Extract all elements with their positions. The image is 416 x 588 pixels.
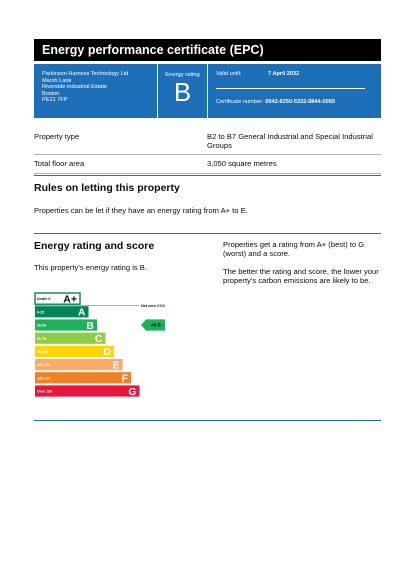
band-letter: A — [77, 306, 86, 319]
table-row — [34, 128, 381, 155]
band-letter: B — [86, 319, 94, 332]
letting-text: Properties can be let if they have an energy rating from A+ to E. — [34, 206, 248, 215]
band-letter: G — [128, 385, 137, 398]
address-line: PE21 7FP — [42, 97, 68, 104]
band-range-label: Over 150 — [37, 389, 53, 394]
row-label: Property type — [34, 132, 80, 141]
page-title: Energy performance certificate (EPC) — [34, 39, 381, 61]
section-divider — [34, 233, 381, 234]
certificate-number-label: Certificate number: — [216, 99, 264, 105]
address-line: Riverside Industrial Estate — [42, 84, 107, 91]
section-divider — [34, 175, 381, 176]
band-letter: C — [94, 333, 103, 345]
band-letter: A+ — [63, 293, 77, 306]
band-range-label: 51-75 — [37, 336, 47, 341]
section-divider — [34, 420, 381, 421]
letting-heading: Rules on letting this property — [34, 182, 180, 194]
address-line: Marsh Lane — [42, 77, 72, 84]
band-letter: F — [121, 372, 128, 385]
divider — [216, 88, 365, 89]
energy-rating-box — [158, 64, 208, 118]
explanation-paragraph: The better the rating and score, the lower your property’s carbon emissions are likely to be. — [223, 267, 379, 285]
energy-rating-statement: This property’s energy rating is B. — [34, 263, 147, 272]
property-details-table — [34, 128, 381, 174]
energy-rating-label: Energy rating — [165, 72, 200, 78]
address-line: Parkinson Harness Technology Ltd — [42, 71, 129, 77]
valid-until-value: 7 April 2032 — [268, 71, 300, 77]
certificate-summary — [34, 64, 381, 118]
rating-explanation — [223, 240, 383, 285]
band-range-label: Under 0 — [37, 297, 51, 302]
band-range-label: 101-125 — [37, 363, 51, 368]
band-letter: E — [112, 359, 120, 372]
table-row — [34, 155, 381, 174]
address-line: Boston — [42, 90, 60, 97]
net-zero-label: Net zero CO2 — [141, 303, 165, 308]
property-address — [34, 64, 158, 118]
row-value: B2 to B7 General Industrial and Special Industrial Groups — [207, 132, 373, 150]
band-range-label: 0-25 — [37, 310, 45, 315]
valid-until-label: Valid until: — [216, 71, 242, 77]
explanation-paragraph: Properties get a rating from A+ (best) to G (worst) and a score. — [223, 240, 365, 258]
current-rating-score: 48 B — [151, 322, 161, 328]
band-letter: D — [103, 346, 111, 359]
band-range-label: 126-150 — [37, 376, 51, 381]
certificate-details — [208, 64, 381, 118]
row-value: 3,050 square metres — [207, 159, 277, 168]
energy-heading: Energy rating and score — [34, 240, 155, 252]
energy-rating-value: B — [173, 77, 192, 107]
energy-rating-chart — [34, 292, 214, 404]
band-range-label: 26-50 — [37, 323, 47, 328]
band-range-label: 76-100 — [37, 350, 49, 354]
row-label: Total floor area — [34, 159, 85, 168]
certificate-number-value: 0042-6250-5332-9844-5050 — [265, 99, 335, 105]
